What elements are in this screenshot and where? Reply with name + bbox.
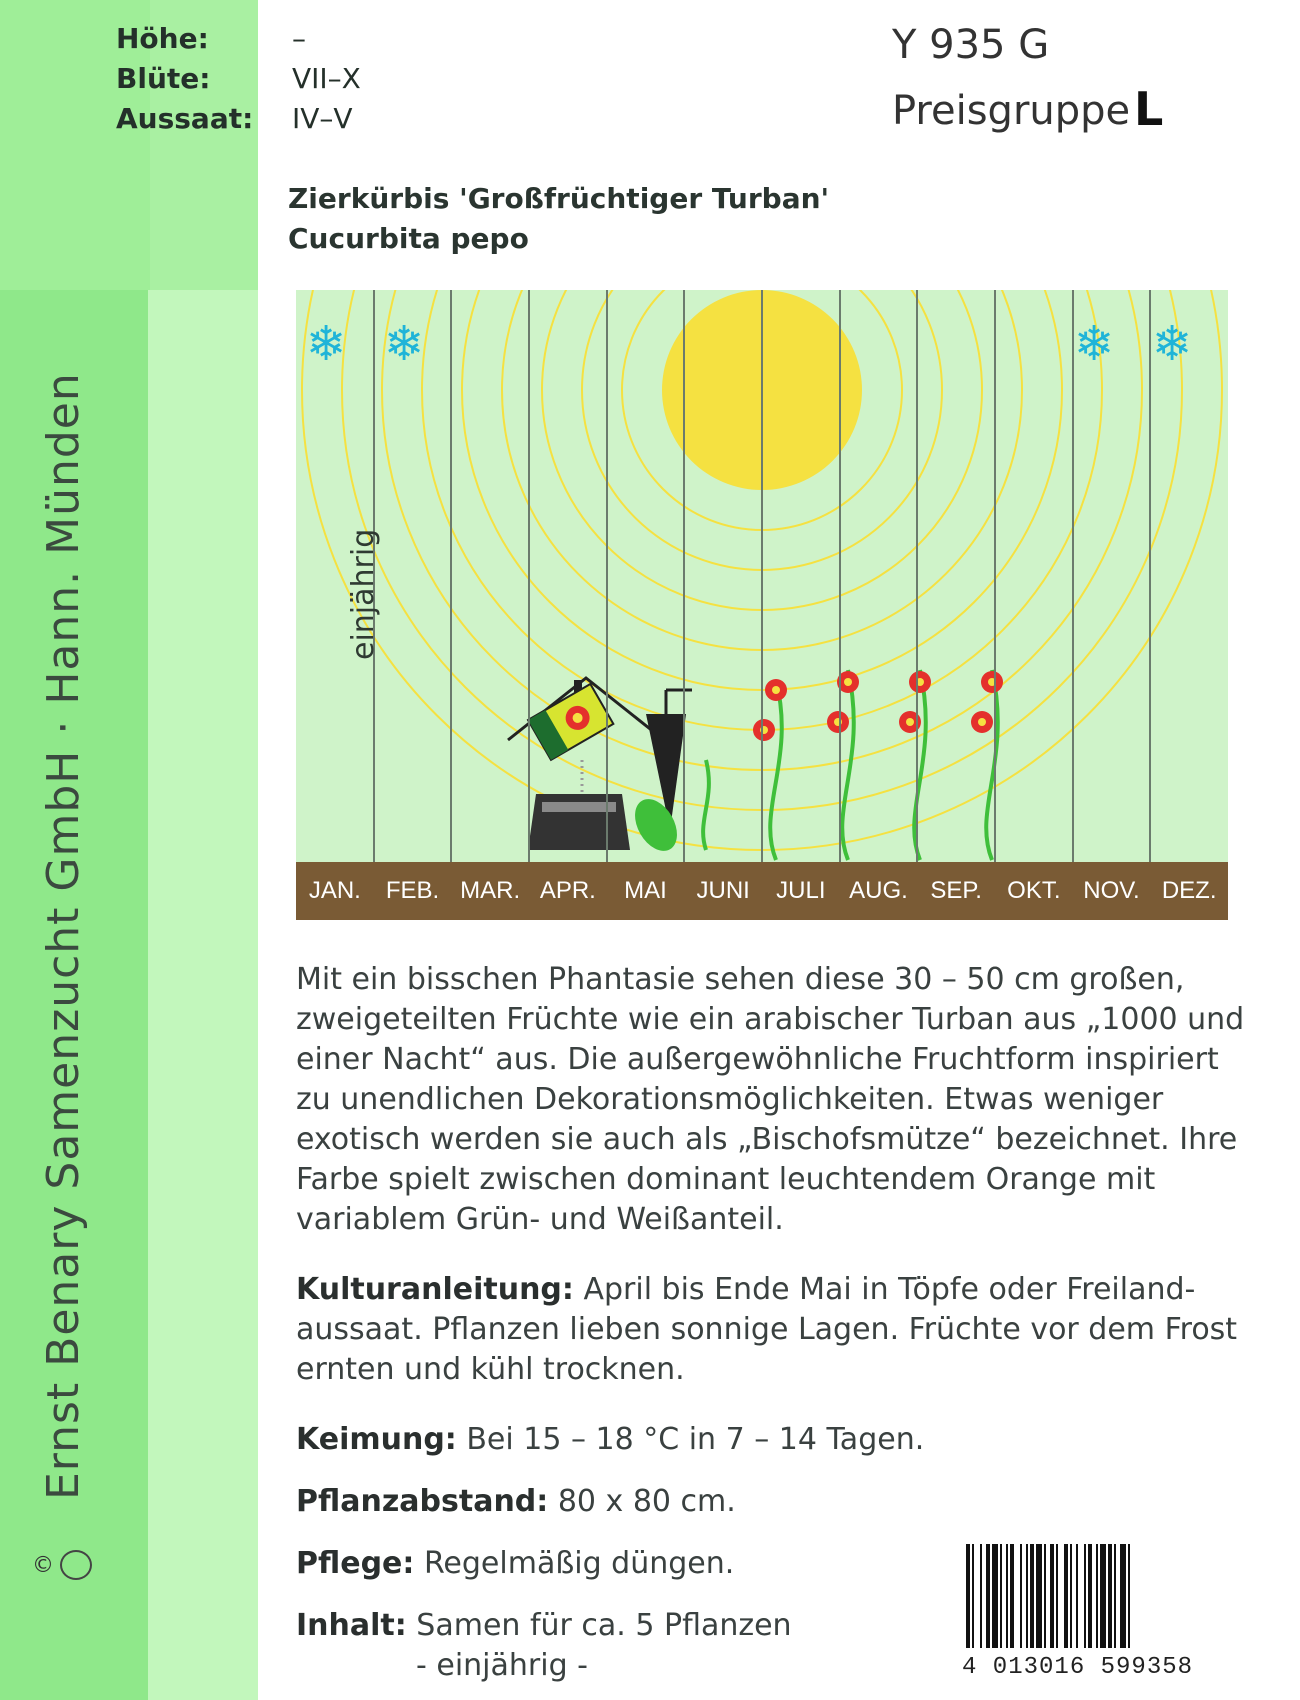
- barcode-bar: [1056, 1544, 1058, 1648]
- month-label: AUG.: [849, 877, 908, 904]
- brand-logo-icon: [60, 1550, 92, 1580]
- barcode-bar: [1128, 1544, 1130, 1648]
- barcode-bar: [1108, 1544, 1112, 1648]
- germination-row: [296, 1420, 1256, 1460]
- description-block: [296, 960, 1256, 1240]
- month-label: MAI: [624, 877, 667, 904]
- barcode-bar: [1070, 1544, 1072, 1648]
- month-label: JAN.: [308, 877, 361, 904]
- description-line: zu unendlichen Dekorationsmöglichkeiten. Etwas weniger: [296, 1082, 1164, 1117]
- barcode-bar: [1064, 1544, 1068, 1648]
- snowflake-icon: ❄: [384, 316, 425, 372]
- month-label: DEZ.: [1161, 877, 1217, 904]
- spacing-row: [296, 1482, 1256, 1522]
- bloom-value: VII–X: [292, 62, 361, 95]
- barcode-bar: [1050, 1544, 1054, 1648]
- flower-group: [753, 670, 1003, 860]
- cultivation-line: April bis Ende Mai in Töpfe oder Freiland-: [583, 1272, 1196, 1307]
- description-line: Mit ein bisschen Phantasie sehen diese 30 – 50 cm großen,: [296, 962, 1185, 997]
- cultivation-line: aussaat. Pflanzen lieben sonnige Lagen. Früchte vor dem Frost: [296, 1312, 1238, 1347]
- care-label: Pflege:: [296, 1546, 415, 1581]
- care-row: [296, 1544, 916, 1584]
- germination-label: Keimung:: [296, 1422, 457, 1457]
- month-label: OKT.: [1007, 877, 1061, 904]
- month-bar: [296, 862, 1228, 920]
- seed-packet-icon: [528, 684, 613, 760]
- barcode-bar: [972, 1544, 974, 1648]
- barcode-bar: [1020, 1544, 1022, 1648]
- barcode: [962, 1544, 1224, 1684]
- description-line: zweigeteilten Früchte wie ein arabischer Turban aus „1000 und: [296, 1002, 1245, 1037]
- cultivation-line: ernten und kühl trocknen.: [296, 1352, 685, 1387]
- month-label: APR.: [539, 877, 596, 904]
- description-line: exotisch werden sie auch als „Bischofsmütze“ bezeichnet. Ihre: [296, 1122, 1238, 1157]
- barcode-bar: [1030, 1544, 1034, 1648]
- barcode-number: 4 013016 599358: [962, 1654, 1194, 1681]
- description-line: Farbe spielt zwischen dominant leuchtendem Orange mit: [296, 1162, 1156, 1197]
- cultivation-block: [296, 1270, 1256, 1390]
- barcode-bar: [986, 1544, 990, 1648]
- barcode-bar: [1000, 1544, 1002, 1648]
- barcode-bar: [992, 1544, 998, 1648]
- bloom-label: Blüte:: [116, 62, 211, 95]
- height-value: –: [292, 22, 306, 55]
- flower-icon: [971, 670, 1003, 860]
- barcode-bar: [1010, 1544, 1014, 1648]
- barcode-bar: [1044, 1544, 1046, 1648]
- barcode-bar: [1120, 1544, 1126, 1648]
- month-divider: [683, 290, 685, 862]
- spacing-text: 80 x 80 cm.: [557, 1484, 736, 1519]
- barcode-bars: [962, 1544, 1224, 1654]
- month-label: NOV.: [1083, 877, 1140, 904]
- description-line: variablem Grün- und Weißanteil.: [296, 1202, 784, 1237]
- month-label: JUNI: [696, 877, 750, 904]
- company-name: Ernst Benary Samenzucht GmbH · Hann. Münden: [38, 372, 89, 1500]
- barcode-bar: [1088, 1544, 1092, 1648]
- barcode-bar: [1096, 1544, 1098, 1648]
- care-text: Regelmäßig düngen.: [423, 1546, 735, 1581]
- cultivation-label: Kulturanleitung:: [296, 1272, 574, 1307]
- product-code: Y 935 G: [892, 22, 1050, 68]
- month-label: SEP.: [930, 877, 982, 904]
- barcode-bar: [966, 1544, 970, 1648]
- month-divider: [994, 290, 996, 862]
- snowflake-icon: ❄: [1152, 316, 1193, 372]
- content-text: Samen für ca. 5 Pflanzen: [416, 1608, 792, 1643]
- content-row: [296, 1606, 916, 1686]
- month-divider: [1072, 290, 1074, 862]
- sowing-value: IV–V: [292, 102, 353, 135]
- barcode-bar: [1084, 1544, 1086, 1648]
- month-divider: [528, 290, 530, 862]
- snowflake-icon: ❄: [1074, 316, 1115, 372]
- sowing-label: Aussaat:: [116, 102, 254, 135]
- barcode-bar: [1026, 1544, 1028, 1648]
- snowflake-icon: ❄: [306, 316, 347, 372]
- germination-text: Bei 15 – 18 °C in 7 – 14 Tagen.: [466, 1422, 925, 1457]
- barcode-bar: [1114, 1544, 1116, 1648]
- barcode-bar: [1006, 1544, 1008, 1648]
- month-divider: [1149, 290, 1151, 862]
- barcode-bar: [1076, 1544, 1078, 1648]
- month-label: MAR.: [460, 877, 521, 904]
- inner-side-panel: [148, 240, 258, 1700]
- barcode-bar: [1100, 1544, 1106, 1648]
- barcode-bar: [980, 1544, 982, 1648]
- product-latin-name: Cucurbita pepo: [288, 222, 529, 255]
- month-divider: [839, 290, 841, 862]
- month-label: FEB.: [385, 877, 440, 904]
- copyright-symbol: ©: [32, 1553, 54, 1578]
- month-divider: [761, 290, 763, 862]
- price-group-label: Preisgruppe: [892, 88, 1131, 134]
- month-divider: [916, 290, 918, 862]
- flower-icon: [827, 670, 859, 860]
- product-title: Zierkürbis 'Großfrüchtiger Turban': [288, 182, 830, 215]
- description-line: einer Nacht“ aus. Die außergewöhnliche Fruchtform inspiriert: [296, 1042, 1219, 1077]
- month-divider: [606, 290, 608, 862]
- month-label: JULI: [776, 877, 826, 904]
- spacing-label: Pflanzabstand:: [296, 1484, 549, 1519]
- barcode-bar: [1036, 1544, 1042, 1648]
- sowing-calendar: [296, 290, 1228, 920]
- lifecycle-label: einjährig: [346, 528, 381, 660]
- price-group-value: L: [1134, 82, 1164, 136]
- month-divider: [450, 290, 452, 862]
- content-sub: - einjährig -: [416, 1648, 588, 1683]
- height-label: Höhe:: [116, 22, 209, 55]
- content-label: Inhalt:: [296, 1608, 407, 1643]
